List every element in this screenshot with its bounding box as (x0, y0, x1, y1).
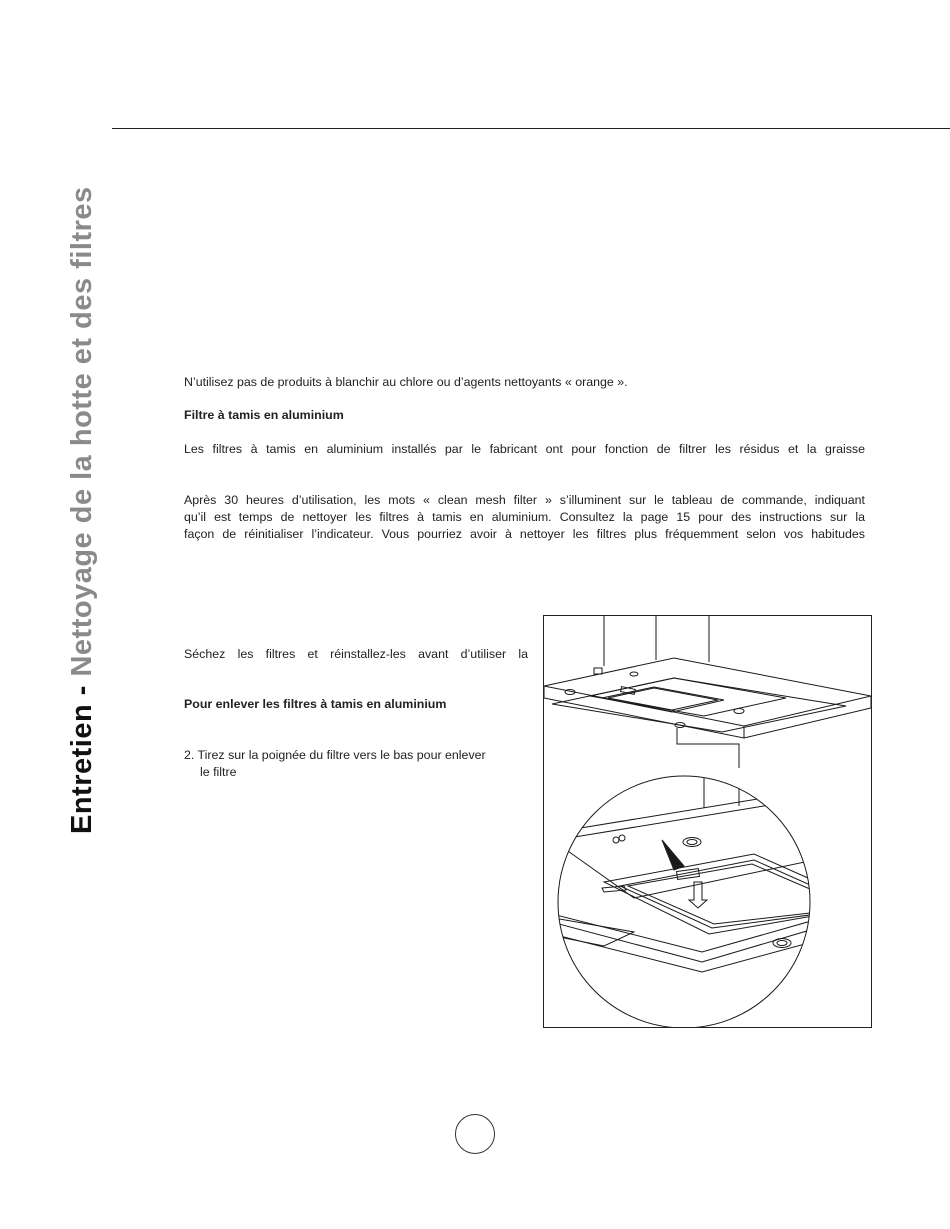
dry-filters-text: Séchez les filtres et réinstallez-les avant d’utiliser la (184, 647, 528, 661)
hours-line-3: façon de réinitialiser l’indicateur. Vous pourriez avoir à nettoyer les filtres plus fréquemment selon vos habitudes (184, 527, 865, 541)
filter-heading: Filtre à tamis en aluminium (184, 408, 344, 422)
header-rule (112, 128, 950, 129)
remove-filters-heading: Pour enlever les filtres à tamis en aluminium (184, 697, 447, 711)
filter-removal-illustration (543, 615, 872, 1028)
magnifier-circle (558, 776, 810, 1027)
hood-chimney (604, 616, 709, 666)
pointer-arrow (662, 840, 684, 870)
hours-line-1: Après 30 heures d’utilisation, les mots « clean mesh filter » s’illuminent sur le tableau de commande, indiquant (184, 493, 865, 507)
hours-line-2: qu’il est temps de nettoyer les filtres à tamis en aluminium. Consultez la page 15 pour des instructions sur la (184, 510, 865, 524)
callout-leader (677, 728, 739, 768)
step-2-line-2: le filtre (200, 765, 237, 779)
side-title (68, 186, 97, 834)
side-title-topic: Nettoyage de la hotte et des filtres (66, 186, 98, 677)
bleach-warning: N’utilisez pas de produits à blanchir au chlore ou d’agents nettoyants « orange ». (184, 375, 628, 389)
side-title-section: Entretien - (66, 676, 98, 834)
range-hood-drawing (544, 616, 871, 1027)
step-2-line-1: 2. Tirez sur la poignée du filtre vers le bas pour enlever (184, 748, 486, 762)
hood-canopy (544, 658, 871, 738)
filter-description: Les filtres à tamis en aluminium installés par le fabricant ont pour fonction de filtrer les résidus et la graisse (184, 442, 865, 456)
magnified-detail (544, 756, 871, 972)
page-number-circle (455, 1114, 495, 1154)
